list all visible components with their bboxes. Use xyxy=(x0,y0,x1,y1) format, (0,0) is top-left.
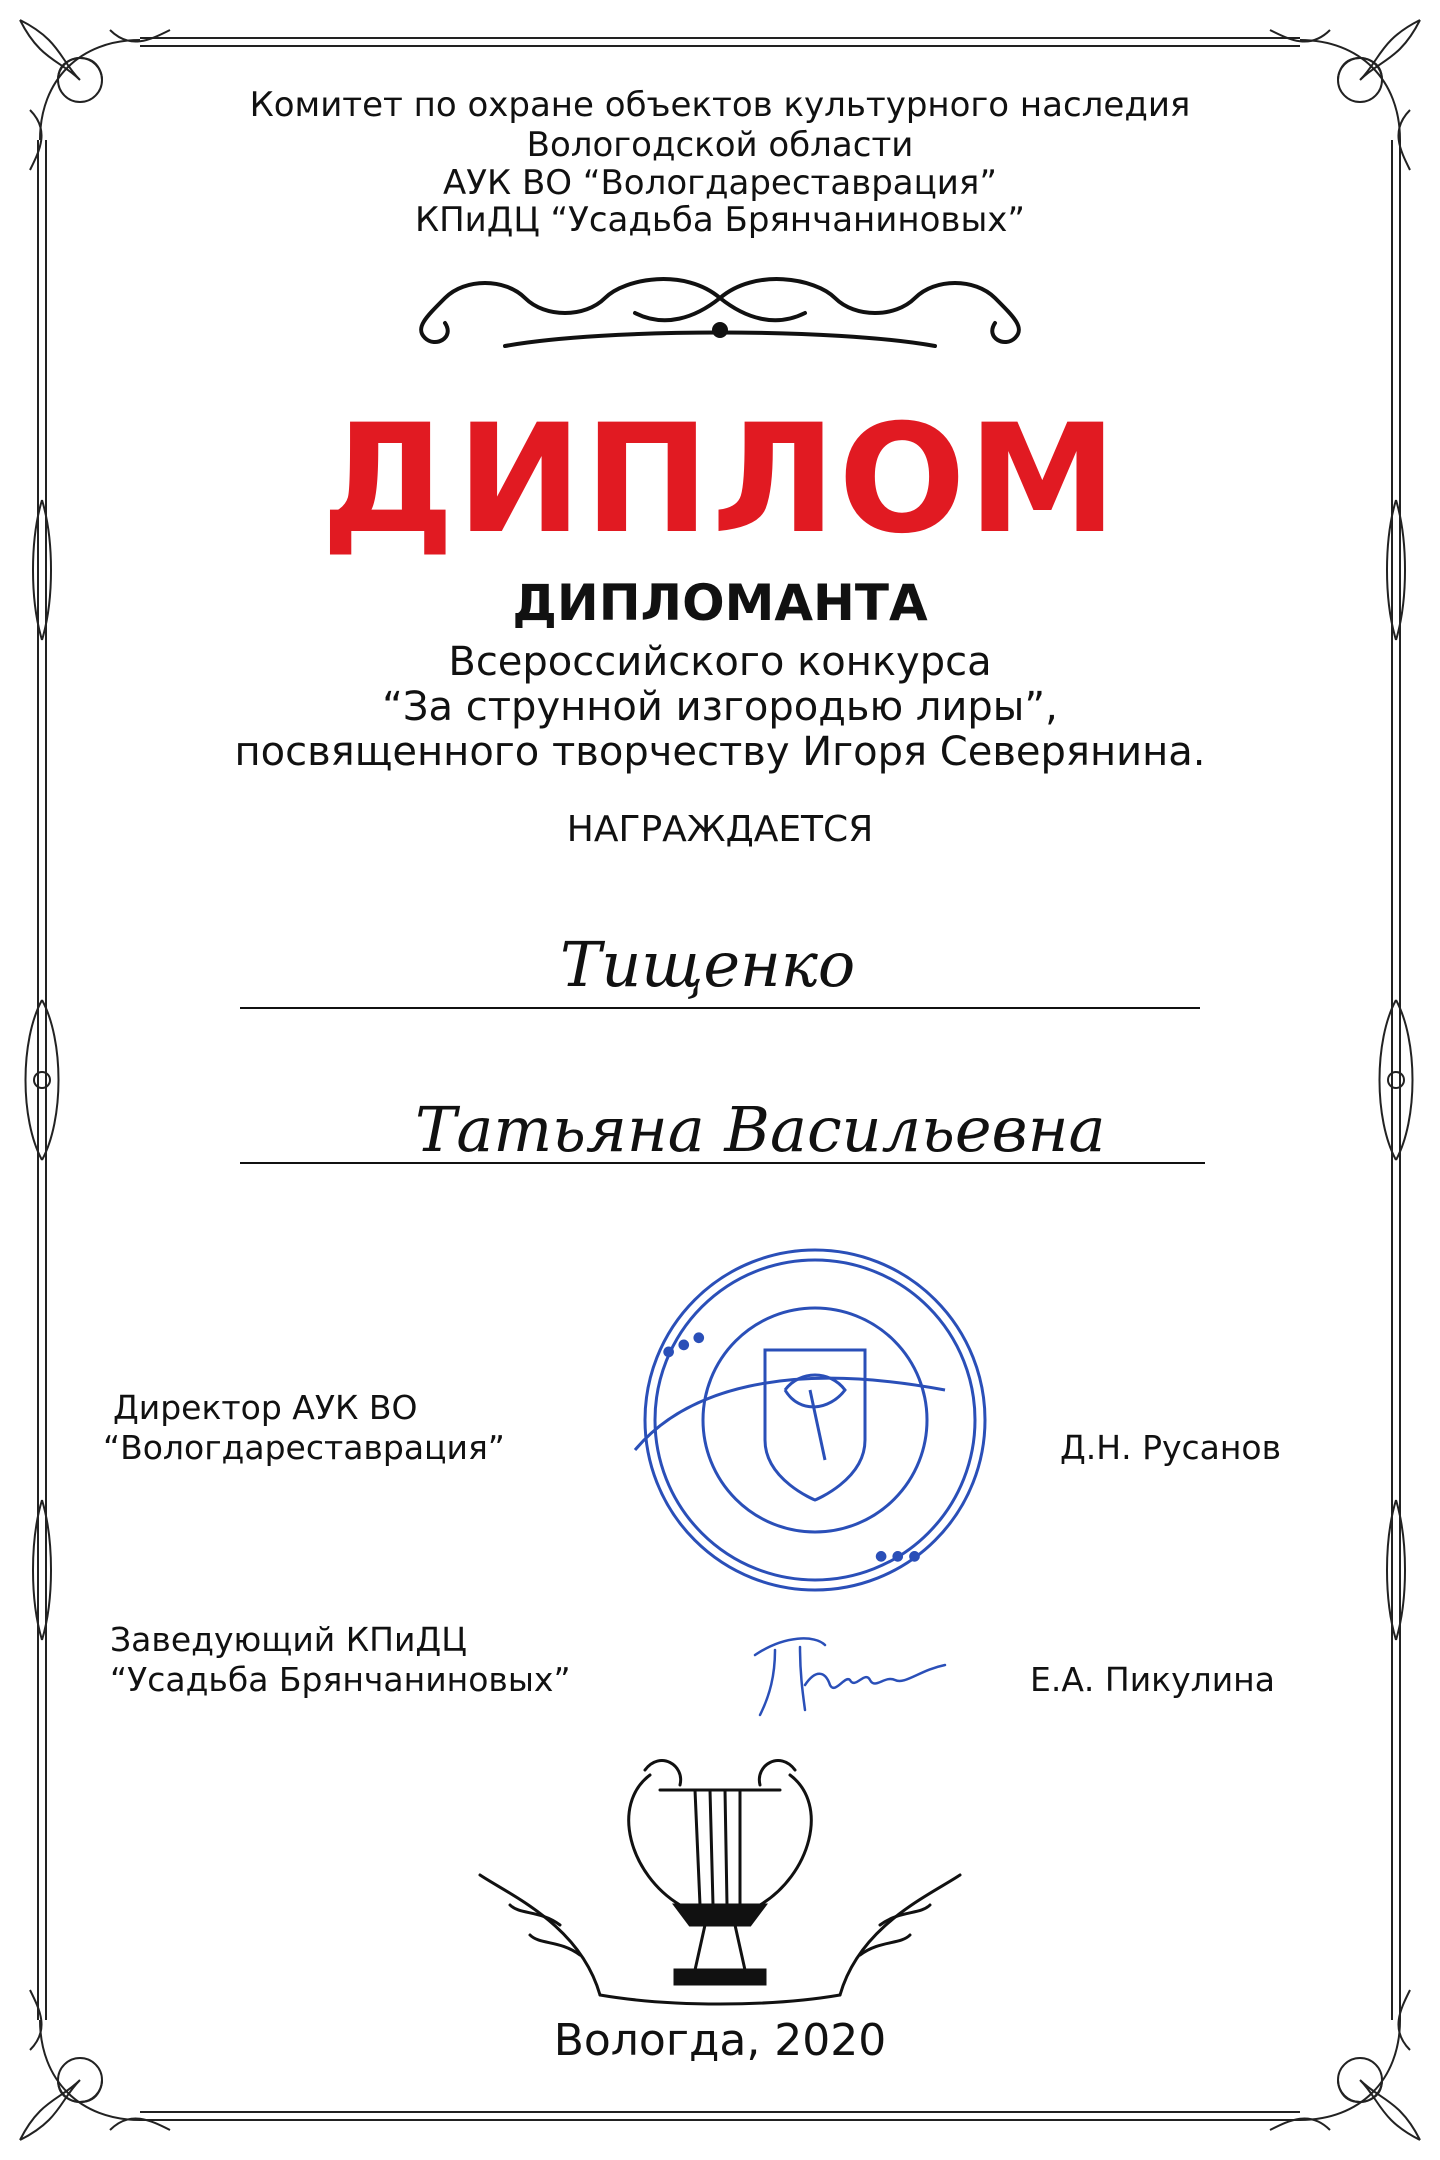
header-line-1: Комитет по охране объектов культурного наследия xyxy=(249,85,1191,125)
contest-line-1: Всероссийского конкурса xyxy=(448,639,992,685)
head-title-line-1: Заведующий КПиДЦ xyxy=(110,1620,467,1659)
header-line-2: Вологодской области xyxy=(526,125,914,165)
head-title-line-2: “Усадьба Брянчаниновых” xyxy=(110,1660,571,1699)
diploma-subtitle: ДИПЛОМАНТА xyxy=(512,574,928,632)
director-title-line-1: Директор АУК ВО xyxy=(113,1388,418,1427)
contest-description xyxy=(0,640,1440,775)
name-underline xyxy=(240,1162,1205,1164)
header-line-4: КПиДЦ “Усадьба Брянчаниновых” xyxy=(414,200,1026,240)
flourish-divider-icon xyxy=(405,268,1035,358)
contest-line-3: посвященного творчеству Игоря Северянина. xyxy=(234,729,1206,775)
awarded-label: НАГРАЖДАЕТСЯ xyxy=(566,809,874,850)
recipient-surname: Тищенко xyxy=(560,928,856,1001)
director-name: Д.Н. Русанов xyxy=(1060,1428,1282,1467)
lyre-emblem-icon xyxy=(470,1745,970,2015)
svg-text:● ● ●: ● ● ● xyxy=(659,1327,708,1362)
official-stamp-icon xyxy=(625,1240,995,1610)
footer-place-year: Вологда, 2020 xyxy=(553,2015,887,2066)
handwritten-signature-icon xyxy=(745,1625,955,1720)
head-name: Е.А. Пикулина xyxy=(1030,1660,1275,1699)
surname-underline xyxy=(240,1007,1200,1009)
director-title-line-2: “Вологдареставрация” xyxy=(103,1428,505,1467)
diploma-title: ДИПЛОМ xyxy=(320,393,1120,567)
header-line-3: АУК ВО “Вологдареставрация” xyxy=(443,163,997,203)
svg-text:● ● ●: ● ● ● xyxy=(875,1548,921,1564)
contest-line-2: “За струнной изгородью лиры”, xyxy=(382,684,1058,730)
recipient-name: Татьяна Васильевна xyxy=(415,1093,1106,1166)
